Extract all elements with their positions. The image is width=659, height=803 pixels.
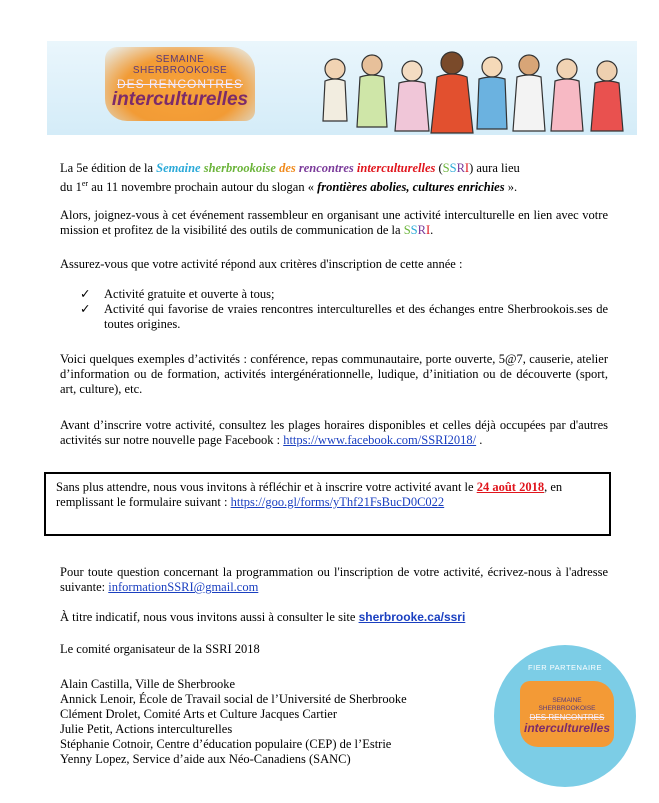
- word-sherbrookoise: sherbrookoise: [203, 161, 276, 175]
- facebook-text: .: [476, 433, 483, 447]
- registration-box: [44, 472, 611, 536]
- intro-text: ».: [504, 180, 518, 195]
- signatory: Alain Castilla, Ville de Sherbrooke: [60, 677, 236, 691]
- signatory: Stéphanie Cotnoir, Centre d’éducation populaire (CEP) de l’Estrie: [60, 737, 392, 751]
- signatory: Clément Drolet, Comité Arts et Culture Jacques Cartier: [60, 707, 338, 721]
- list-item: [80, 302, 608, 332]
- intro-text: (: [435, 161, 443, 175]
- intro-text: du 1: [60, 180, 82, 195]
- badge-logo-line-3: DES RENCONTRES: [529, 713, 605, 722]
- deadline-date: 24 août 2018: [476, 480, 545, 494]
- facebook-paragraph: [60, 418, 608, 448]
- ssri-letter: I: [425, 223, 431, 237]
- ssri-letter: S: [403, 223, 411, 237]
- contact-paragraph: [60, 565, 608, 595]
- badge-logo: [520, 681, 614, 747]
- ssri-logo: [105, 47, 255, 121]
- join-paragraph: [60, 208, 608, 238]
- badge-logo-line-1: SEMAINE: [552, 697, 582, 704]
- ssri-letter: S: [449, 161, 457, 175]
- header-banner: [47, 41, 637, 135]
- word-interculturelles: interculturelles: [356, 161, 436, 175]
- ssri-letter: S: [410, 223, 418, 237]
- badge-logo-line-2: SHERBROOKOISE: [538, 705, 596, 712]
- word-des: des: [279, 161, 296, 175]
- examples-text: Voici quelques exemples d’activités : conférence, repas communautaire, porte ouverte, 5@7, causerie, atelier d’information ou de formation, activités intergénérationnelle, ludique, d’initiation ou de découverte (sport, art, culture), etc.: [60, 352, 608, 396]
- badge-title: FIER PARTENAIRE: [528, 663, 602, 672]
- signatory: Julie Petit, Actions interculturelles: [60, 722, 233, 736]
- registration-sentence: , en remplissant le formulaire suivant :: [56, 480, 563, 509]
- ssri-letter: R: [456, 161, 465, 175]
- join-text: .: [430, 223, 434, 237]
- email-link[interactable]: informationSSRI@gmail.com: [108, 580, 259, 594]
- form-link[interactable]: https://goo.gl/forms/yThf21FsBucD0C022: [230, 495, 445, 509]
- website-link[interactable]: sherbrooke.ca/ssri: [358, 610, 466, 624]
- committee-text: Le comité organisateur de la SSRI 2018: [60, 642, 260, 656]
- signatory: Annick Lenoir, École de Travail social de l’Université de Sherbrooke: [60, 692, 407, 706]
- ssri-letter: R: [417, 223, 426, 237]
- people-illustration: [317, 41, 637, 135]
- registration-text: [56, 480, 586, 510]
- contact-text: Pour toute question concernant la programmation ou l'inscription de votre activité, écrivez-nous à l'adresse suivante:: [60, 565, 608, 594]
- check-icon: ✓: [80, 287, 91, 301]
- check-icon: ✓: [80, 302, 91, 316]
- badge-logo-line-4: interculturelles: [523, 721, 611, 735]
- intro-paragraph: [60, 161, 608, 195]
- registration-sentence: Sans plus attendre, nous vous invitons à réfléchir et à inscrire votre activité avant le: [56, 480, 477, 494]
- logo-line-3: DES RENCONTRES: [116, 77, 243, 91]
- intro-text: ) aura lieu: [469, 161, 520, 175]
- superscript: er: [81, 179, 89, 188]
- join-text: Alors, joignez-vous à cet événement rassembleur en organisant une activité interculturelle en lien avec votre mission et profitez de la visibilité des outils de communication de la: [60, 208, 608, 237]
- logo-line-2: SHERBROOKOISE: [132, 65, 228, 76]
- criteria-list: [80, 287, 608, 332]
- criteria-intro: [60, 257, 608, 272]
- partner-badge: [494, 645, 636, 787]
- logo-line-1: SEMAINE: [155, 54, 205, 65]
- facebook-link[interactable]: https://www.facebook.com/SSRI2018/: [283, 433, 477, 447]
- signatory: Yenny Lopez, Service d’aide aux Néo-Canadiens (SANC): [60, 752, 351, 766]
- logo-line-4: interculturelles: [111, 89, 249, 110]
- list-item: [80, 287, 608, 302]
- criteria-text: Assurez-vous que votre activité répond aux critères d'inscription de cette année :: [60, 257, 463, 271]
- examples-paragraph: [60, 352, 608, 397]
- website-paragraph: [60, 610, 608, 625]
- facebook-text: Avant d’inscrire votre activité, consultez les plages horaires disponibles et celles déjà occupées par d'autres activités sur notre nouvelle page Facebook :: [60, 418, 608, 447]
- ssri-letter: S: [442, 161, 450, 175]
- list-item-text: Activité qui favorise de vraies rencontres interculturelles et des échanges entre Sherbrookois.ses de toutes origines.: [104, 302, 608, 331]
- intro-text: au 11 novembre prochain autour du slogan «: [88, 180, 318, 195]
- word-rencontres: rencontres: [298, 161, 354, 175]
- committee-heading: [60, 642, 608, 657]
- ssri-letter: I: [464, 161, 470, 175]
- intro-text: La 5e édition de la: [60, 161, 157, 175]
- slogan: frontières abolies, cultures enrichies: [317, 180, 505, 195]
- website-text: À titre indicatif, nous vous invitons aussi à consulter le site: [60, 610, 359, 624]
- list-item-text: Activité gratuite et ouverte à tous;: [104, 287, 275, 301]
- signatories-list: [60, 677, 407, 767]
- word-semaine: Semaine: [156, 161, 201, 175]
